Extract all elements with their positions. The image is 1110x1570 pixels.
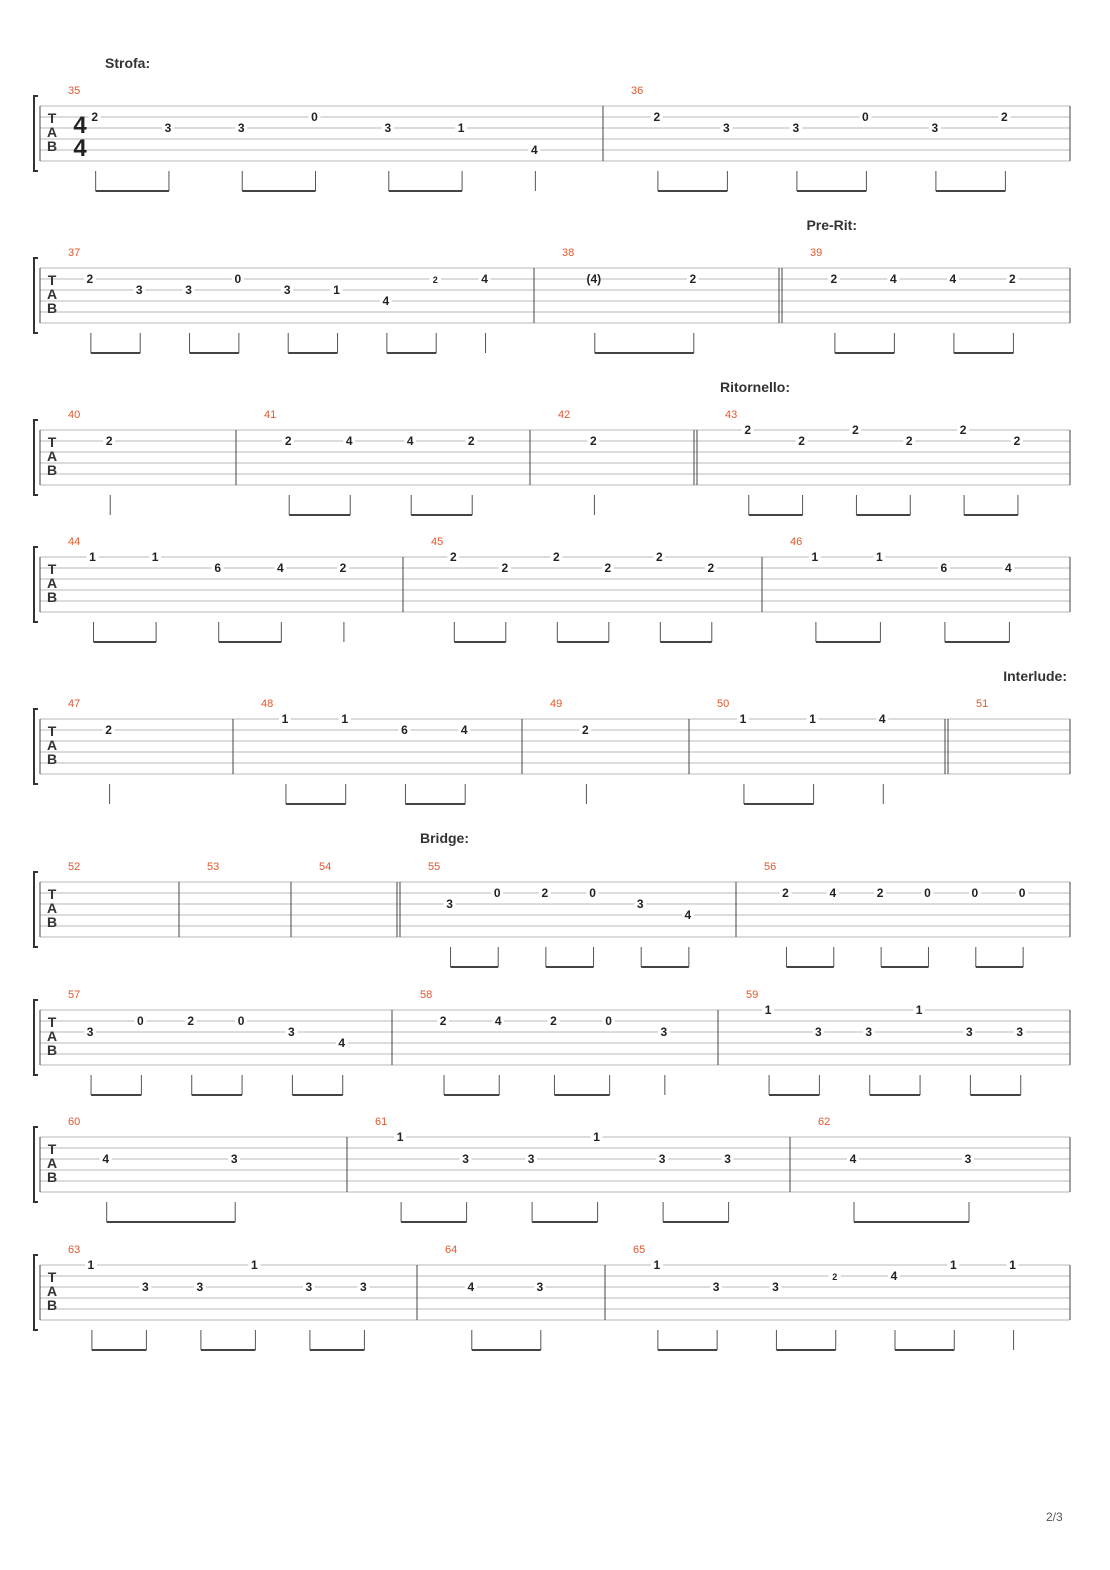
- fret-number: 2: [1009, 272, 1016, 286]
- measure-number: 61: [375, 1116, 388, 1128]
- measure-number: 54: [319, 861, 332, 873]
- fret-number: 3: [446, 897, 453, 911]
- tab-clef-letter: A: [46, 1283, 58, 1299]
- fret-number: 4: [467, 1280, 475, 1294]
- fret-number: 1: [1009, 1258, 1016, 1272]
- fret-number: 3: [283, 283, 291, 297]
- fret-number: 2: [552, 550, 560, 564]
- tab-clef-letter: B: [46, 1169, 58, 1185]
- tab-clef-letter: T: [47, 110, 57, 126]
- fret-number: 4: [684, 908, 692, 922]
- fret-number: 2: [449, 550, 457, 564]
- time-signature-top: 4: [73, 112, 87, 139]
- measure-number: 57: [68, 989, 81, 1001]
- fret-number: 0: [1018, 886, 1026, 900]
- fret-number: 2: [707, 561, 715, 575]
- tab-system: [34, 872, 1070, 947]
- tab-clef-letter: A: [46, 1028, 58, 1044]
- fret-number: 4: [102, 1152, 110, 1166]
- measure-number: 43: [725, 409, 738, 421]
- fret-number: 4: [481, 272, 488, 286]
- fret-number: 6: [940, 561, 948, 575]
- measure-number: 46: [790, 536, 803, 548]
- fret-number: 3: [964, 1152, 972, 1166]
- fret-number: 2: [830, 272, 838, 286]
- measure-number: 44: [68, 536, 81, 548]
- tab-clef-letter: A: [46, 900, 58, 916]
- fret-number: 3: [305, 1280, 313, 1294]
- measure-number: 41: [264, 409, 277, 421]
- fret-number: 3: [815, 1025, 822, 1039]
- fret-number: 4: [494, 1014, 502, 1028]
- fret-number: 3: [360, 1280, 367, 1294]
- fret-number: 2: [905, 434, 913, 448]
- fret-number: 4: [829, 886, 837, 900]
- tab-clef-letter: B: [46, 589, 58, 605]
- fret-number: 3: [237, 121, 245, 135]
- fret-number: 0: [605, 1014, 612, 1028]
- fret-number: 4: [460, 723, 468, 737]
- fret-number: 3: [772, 1280, 779, 1294]
- fret-number: 3: [658, 1152, 666, 1166]
- measure-number: 65: [633, 1244, 646, 1256]
- fret-number: 3: [135, 283, 143, 297]
- fret-number: 2: [852, 423, 859, 437]
- measure-number: 49: [550, 698, 563, 710]
- tab-clef-letter: T: [47, 434, 57, 450]
- tab-clef-letter: A: [46, 124, 58, 140]
- tab-system: [34, 420, 1070, 495]
- fret-number: 1: [809, 712, 816, 726]
- fret-number: 3: [196, 1280, 204, 1294]
- fret-number: 1: [251, 1258, 258, 1272]
- fret-number: 1: [915, 1003, 923, 1017]
- fret-number: 2: [187, 1014, 195, 1028]
- tab-clef-letter: T: [47, 1269, 57, 1285]
- tab-clef-letter: A: [46, 737, 58, 753]
- fret-number: 2: [86, 272, 94, 286]
- fret-number: 2: [550, 1014, 557, 1028]
- fret-number: 2: [1001, 110, 1008, 124]
- fret-number: 0: [971, 886, 979, 900]
- fret-number: 4: [890, 1269, 898, 1283]
- fret-number: 3: [86, 1025, 94, 1039]
- tab-clef-letter: B: [46, 751, 58, 767]
- fret-number: 0: [589, 886, 596, 900]
- fret-number: 2: [467, 434, 475, 448]
- tab-system: [34, 1127, 1070, 1202]
- measure-number: 40: [68, 409, 81, 421]
- tab-clef-letter: A: [46, 1155, 58, 1171]
- fret-number: 4: [338, 1036, 346, 1050]
- tab-clef-letter: T: [47, 723, 57, 739]
- fret-number: 1: [333, 283, 340, 297]
- fret-number: 1: [396, 1130, 404, 1144]
- system-bracket: [34, 872, 38, 947]
- fret-number: 1: [593, 1130, 600, 1144]
- measure-number: 63: [68, 1244, 81, 1256]
- fret-number: 4: [1005, 561, 1012, 575]
- section-label-bridge: Bridge:: [420, 830, 469, 846]
- fret-number: 3: [724, 1152, 731, 1166]
- fret-number: 3: [712, 1280, 720, 1294]
- fret-number: 0: [237, 1014, 245, 1028]
- measure-number: 58: [420, 989, 433, 1001]
- fret-number: 3: [723, 121, 730, 135]
- tab-system: [34, 1255, 1070, 1330]
- fret-number: 3: [660, 1025, 668, 1039]
- fret-number: 4: [531, 143, 538, 157]
- fret-number: 4: [849, 1152, 857, 1166]
- fret-number: 2: [105, 723, 112, 737]
- measure-number: 51: [976, 698, 989, 710]
- system-bracket: [34, 547, 38, 622]
- fret-number: 3: [1016, 1025, 1024, 1039]
- fret-number: 1: [764, 1003, 772, 1017]
- fret-number: 2: [541, 886, 549, 900]
- fret-number: 0: [137, 1014, 144, 1028]
- section-label-ritornello: Ritornello:: [720, 379, 790, 395]
- fret-number: 3: [230, 1152, 238, 1166]
- fret-number: 3: [966, 1025, 973, 1039]
- measure-number: 47: [68, 698, 81, 710]
- fret-number: 1: [739, 712, 747, 726]
- fret-number: 4: [382, 294, 390, 308]
- fret-number: 2: [439, 1014, 447, 1028]
- measure-number: 42: [558, 409, 571, 421]
- fret-number: 1: [89, 550, 96, 564]
- fret-number: 1: [87, 1258, 95, 1272]
- fret-number: 0: [234, 272, 242, 286]
- fret-number: 4: [890, 272, 897, 286]
- fret-number: 0: [862, 110, 869, 124]
- fret-number: 2: [744, 423, 752, 437]
- tab-clef-letter: T: [47, 561, 57, 577]
- fret-number: 1: [653, 1258, 661, 1272]
- fret-number: 3: [792, 121, 800, 135]
- fret-number: 2: [91, 110, 99, 124]
- fret-number: 4: [276, 561, 284, 575]
- measure-number: 48: [261, 698, 274, 710]
- fret-number: 3: [527, 1152, 535, 1166]
- time-signature-bottom: 4: [73, 135, 87, 162]
- fret-number: 2: [689, 272, 697, 286]
- page-number: 2/3: [1046, 1510, 1063, 1524]
- fret-number: 2: [959, 423, 967, 437]
- fret-number: 2: [284, 434, 292, 448]
- section-label-strofa: Strofa:: [105, 55, 151, 71]
- tab-clef-letter: B: [46, 462, 58, 478]
- fret-number: 4: [345, 434, 353, 448]
- system-bracket: [34, 258, 38, 333]
- system-bracket: [34, 1000, 38, 1075]
- measure-number: 62: [818, 1116, 831, 1128]
- fret-number: 1: [876, 550, 883, 564]
- tab-clef-letter: B: [46, 138, 58, 154]
- tab-clef-letter: A: [46, 286, 58, 302]
- fret-number: 3: [164, 121, 172, 135]
- tab-clef-letter: T: [47, 272, 57, 288]
- system-bracket: [34, 96, 38, 171]
- fret-number: 1: [457, 121, 465, 135]
- fret-number: 4: [949, 272, 957, 286]
- measure-number: 35: [68, 85, 81, 97]
- system-bracket: [34, 1127, 38, 1202]
- fret-number: 0: [924, 886, 931, 900]
- fret-number: 3: [288, 1025, 295, 1039]
- fret-number: (4): [586, 272, 602, 286]
- tab-clef-letter: B: [46, 1042, 58, 1058]
- fret-number: 3: [636, 897, 644, 911]
- measure-number: 45: [431, 536, 444, 548]
- tab-clef-letter: A: [46, 575, 58, 591]
- fret-number: 1: [341, 712, 349, 726]
- fret-number: 2: [1013, 434, 1021, 448]
- fret-number: 3: [865, 1025, 873, 1039]
- fret-number: 2: [432, 275, 438, 285]
- fret-number: 1: [949, 1258, 957, 1272]
- fret-number: 2: [105, 434, 113, 448]
- measure-number: 39: [810, 247, 823, 259]
- fret-number: 2: [339, 561, 347, 575]
- measure-number: 37: [68, 247, 81, 259]
- measure-number: 36: [631, 85, 644, 97]
- measure-number: 55: [428, 861, 441, 873]
- system-bracket: [34, 1255, 38, 1330]
- fret-number: 2: [832, 1272, 838, 1282]
- fret-number: 2: [501, 561, 509, 575]
- fret-number: 1: [151, 550, 159, 564]
- system-bracket: [34, 420, 38, 495]
- fret-number: 2: [590, 434, 597, 448]
- fret-number: 6: [401, 723, 408, 737]
- system-bracket: [34, 709, 38, 784]
- fret-number: 2: [653, 110, 661, 124]
- tab-clef-letter: B: [46, 914, 58, 930]
- fret-number: 2: [604, 561, 612, 575]
- measure-number: 52: [68, 861, 81, 873]
- fret-number: 2: [655, 550, 663, 564]
- tab-clef-letter: T: [47, 886, 57, 902]
- fret-number: 4: [406, 434, 414, 448]
- measure-number: 60: [68, 1116, 81, 1128]
- fret-number: 3: [185, 283, 192, 297]
- tab-clef-letter: A: [46, 448, 58, 464]
- fret-number: 3: [142, 1280, 149, 1294]
- fret-number: 2: [876, 886, 884, 900]
- measure-number: 50: [717, 698, 730, 710]
- tab-clef-letter: B: [46, 300, 58, 316]
- fret-number: 0: [311, 110, 318, 124]
- tab-clef-letter: B: [46, 1297, 58, 1313]
- fret-number: 4: [878, 712, 886, 726]
- measure-number: 59: [746, 989, 759, 1001]
- fret-number: 2: [782, 886, 789, 900]
- section-label-pre-rit: Pre-Rit:: [806, 217, 857, 233]
- measure-number: 38: [562, 247, 575, 259]
- fret-number: 0: [493, 886, 501, 900]
- fret-number: 3: [462, 1152, 469, 1166]
- measure-number: 64: [445, 1244, 458, 1256]
- tab-system: [34, 709, 1070, 784]
- measure-number: 56: [764, 861, 777, 873]
- tab-clef-letter: T: [47, 1014, 57, 1030]
- fret-number: 3: [384, 121, 392, 135]
- section-label-interlude: Interlude:: [1003, 668, 1067, 684]
- measure-number: 53: [207, 861, 220, 873]
- fret-number: 3: [931, 121, 939, 135]
- fret-number: 1: [281, 712, 289, 726]
- fret-number: 2: [582, 723, 589, 737]
- fret-number: 1: [811, 550, 819, 564]
- tab-system: [34, 96, 1070, 171]
- fret-number: 6: [214, 561, 222, 575]
- tab-clef-letter: T: [47, 1141, 57, 1157]
- fret-number: 3: [536, 1280, 544, 1294]
- fret-number: 2: [798, 434, 805, 448]
